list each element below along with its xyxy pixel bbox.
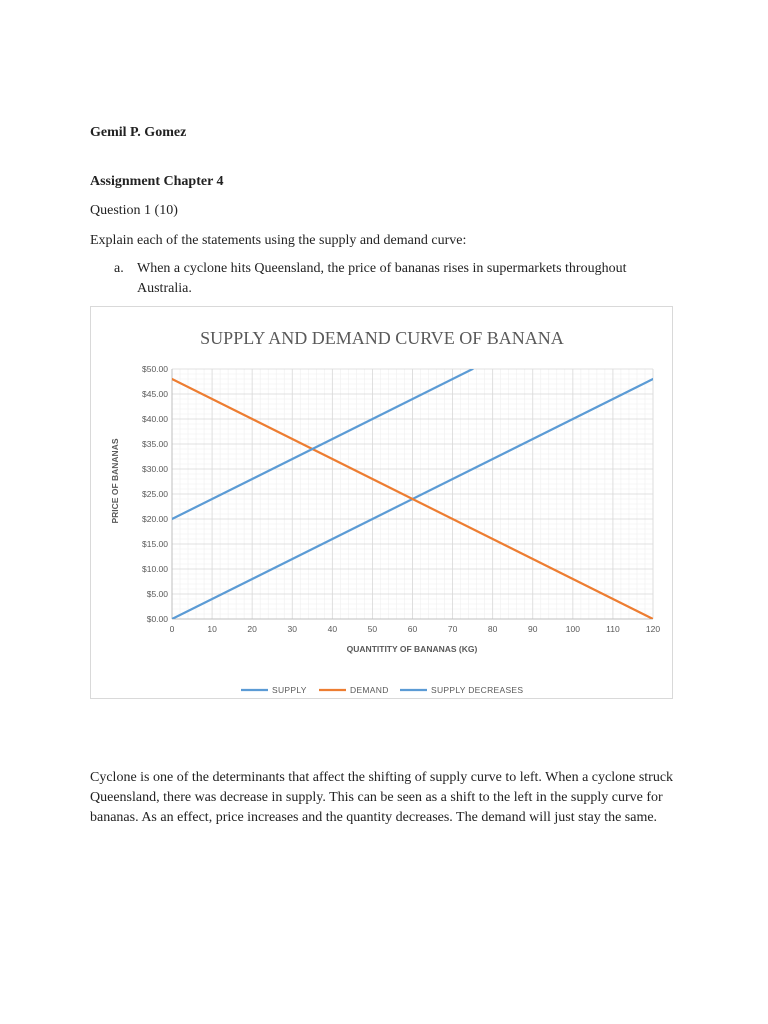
list-item-a: [114, 259, 674, 299]
legend-label: DEMAND: [350, 685, 389, 695]
question-label: Question 1 (10): [90, 203, 178, 218]
author-name: Gemil P. Gomez: [90, 125, 187, 140]
x-tick-label: 110: [606, 624, 620, 634]
chart-container: [90, 306, 673, 699]
x-tick-label: 90: [528, 624, 538, 634]
x-tick-label: 10: [207, 624, 217, 634]
y-tick-label: $45.00: [142, 389, 168, 399]
instruction-text: Explain each of the statements using the supply and demand curve:: [90, 233, 467, 248]
y-tick-label: $50.00: [142, 364, 168, 374]
y-tick-label: $35.00: [142, 439, 168, 449]
x-tick-label: 0: [169, 624, 175, 634]
x-tick-label: 20: [247, 624, 257, 634]
chart-title: SUPPLY AND DEMAND CURVE OF BANANA: [200, 328, 564, 348]
legend: [241, 685, 523, 695]
x-tick-label: 40: [327, 624, 338, 634]
x-tick-label: 100: [565, 624, 580, 634]
y-tick-label: $20.00: [142, 514, 168, 524]
x-tick-label: 50: [367, 624, 378, 634]
list-marker: a.: [114, 261, 124, 276]
legend-label: SUPPLY: [272, 685, 307, 695]
y-tick-label: $5.00: [146, 589, 168, 599]
list-item-text: When a cyclone hits Queensland, the price of bananas rises in supermarkets throughout Australia.: [137, 261, 627, 296]
y-tick-label: $25.00: [142, 489, 168, 499]
x-tick-label: 60: [407, 624, 418, 634]
x-axis-label: QUANTITITY OF BANANAS (KG): [346, 644, 478, 654]
explanation-paragraph: Cyclone is one of the determinants that affect the shifting of supply curve to left. When a cyclone struck Queensland, there was decrease in supply. This can be seen as a shift to the left in the supply curve for bananas. As an effect, price increases and the quantity decreases. The demand will just stay the same.: [90, 770, 674, 825]
x-tick-label: 30: [287, 624, 297, 634]
y-tick-label: $10.00: [142, 564, 168, 574]
x-tick-label: 70: [447, 624, 458, 634]
y-tick-label: $30.00: [142, 464, 168, 474]
y-tick-label: $0.00: [146, 614, 168, 624]
y-axis-label: PRICE OF BANANAS: [110, 438, 120, 524]
y-tick-label: $15.00: [142, 539, 168, 549]
supply-demand-chart: [91, 307, 672, 698]
grid: [172, 369, 653, 619]
x-tick-label: 120: [645, 624, 661, 634]
assignment-heading: Assignment Chapter 4: [90, 174, 224, 189]
x-tick-label: 80: [487, 624, 498, 634]
legend-label: SUPPLY DECREASES: [431, 685, 524, 695]
y-tick-label: $40.00: [142, 414, 168, 424]
